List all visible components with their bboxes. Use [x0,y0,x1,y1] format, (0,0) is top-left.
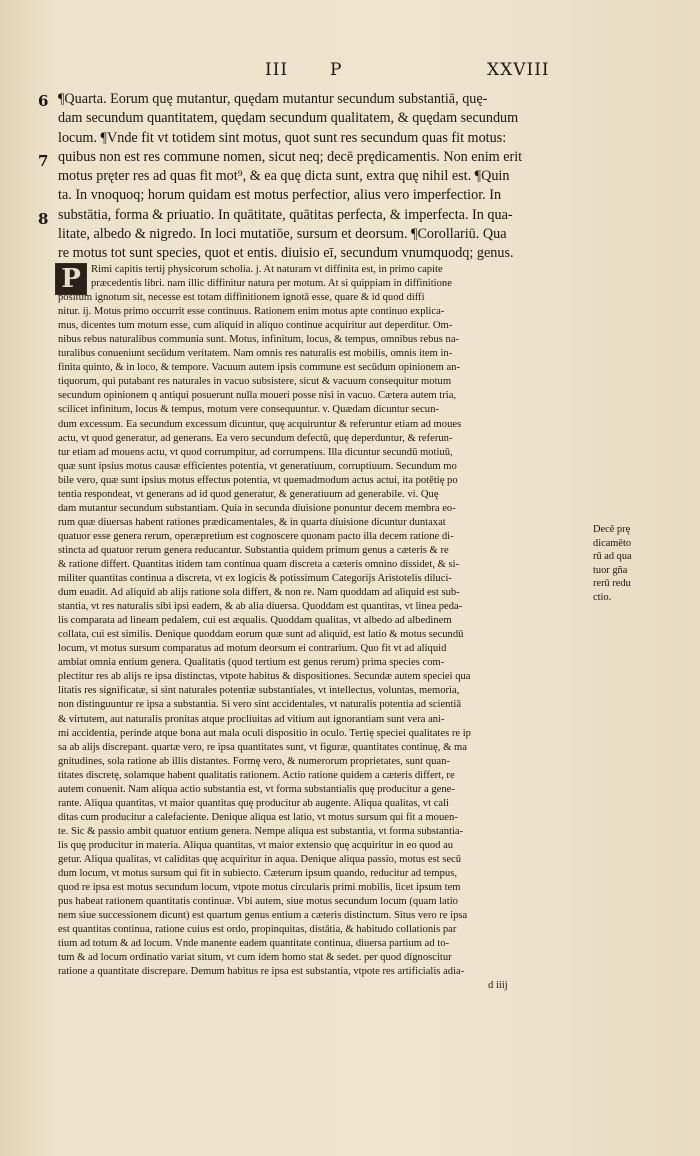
marginal-line: Decē prę [593,524,631,535]
decorated-initial: P [55,263,87,295]
main-text-block [58,90,578,264]
commentary-line: non distinguuntur re ipsa a substantia. Si vero sint accidentales, vt naturalis potentia ad scientiā [58,699,462,711]
commentary-line: dum locum, vt motus sursum qui fit in subiecto. Cæterum ipsum quando, reducitur ad tempus, [58,868,457,880]
commentary-line: est quantitas continua, ratione cuius est ordo, propinquitas, distātia, & habitudo collationis par [58,924,457,936]
text-line: quibus non est res commune nomen, sicut neq; decē prędicamentis. Non enim erit [58,148,523,165]
text-line: substātia, forma & priuatio. In quātitate, quātitas perfecta, & imperfecta. In qua- [58,206,513,223]
signature-mark: d iiij [488,980,508,992]
marginal-line: rū ad qua [593,551,632,562]
header-left: III [265,60,289,80]
commentary-line: getur. Aliqua qualitas, vt caliditas quę acquiritur in aqua. Denique aliqua passio, motus est secū [58,853,462,865]
commentary-line: sa ab alijs discrepant. quartæ vero, re ipsa quantitates sunt, vt figuræ, quantitates continuę, & ma [58,741,467,753]
text-line: locum. ¶Vnde fit vt totidem sint motus, quot sunt res secundum quas fit motus: [58,129,507,146]
commentary-line: tur etiam ad mouens actu, vt quod corrumpitur, ad corrumpens. Illa dicuntur secundū motiuū, [58,446,453,458]
commentary-line: tentia respondeat, vt generans ad id quod generatur, & generatiuum ad generabile. vi. Quę [58,488,439,500]
commentary-line: pus habeat rationem quantitatis continuæ. Vbi autem, siue motus secundum locum (quam latio [58,896,458,908]
text-line: ¶Quarta. Eorum quę mutantur, quędam mutantur secundum substantiā, quę- [58,91,488,107]
commentary-line: autem conuenit. Nam aliqua actio substantia est, vt forma substantialis quę producitur a gene- [58,783,455,795]
commentary-line: & ratione differt. Quantitas itidem tam continua quam discreta a cæteris omnino dissidet, & si- [58,558,460,570]
marginal-note [593,523,653,604]
running-header [0,60,700,84]
commentary-line: dum excessum. Ea secundum excessum dicuntur, quę acquiruntur & referuntur etiam ad moues [58,418,462,430]
commentary-line: bile vero, quæ sunt ipsius motus effectus potentia, vt quemadmodum actus actui, ita potētię po [58,474,458,486]
commentary-line: scilicet infinitum, locus & tempus, motum vere consequuntur. v. Quædam dicuntur secun- [58,404,439,416]
commentary-line: lis comparata ad lineam pedalem, cui est æqualis. Quoddam qualitas, vt albedo ad albedinem [58,615,452,627]
commentary-line: ratione a quantitate discrepare. Demum habitus re ipsa est substantia, vtpote res artificialis adia- [58,966,465,978]
commentary-line: ditas cum producitur a calefaciente. Denique aliqua est latio, vt motus sursum qui fit a mouen- [58,811,458,823]
commentary-line: titates discretę, solamque habent qualitatis rationem. Actio ratione quidem a cæteris differt, re [58,769,455,781]
commentary-line: finita quinto, & in loco, & tempore. Vacuum autem ipsis commune est secūdum opinionem an- [58,362,460,374]
commentary-line: tium ad totum & ad locum. Vnde manente eadem quantitate continua, diuersa partium ad to- [58,938,450,950]
commentary-line: quod re ipsa est motus secundum locum, vtpote motus circularis primi mobilis, licet ipsum tem [58,882,461,894]
commentary-line: præcedentis libri. nam illic diffinitur natura per motum. At si quippiam in diffinitione [91,278,452,290]
commentary-line: & virtutem, aut naturalis pronitas atque procliuitas ad vitium aut ignorantiam sunt vera ani- [58,713,445,725]
commentary-line: Rimi capitis tertij physicorum scholia. j. At naturam vt diffinita est, in primo capite [91,264,443,275]
commentary-line: locum, vt motus sursum comparatus ad motum deorsum ei contrarium. Quo fit vt ad aliquid [58,643,447,655]
commentary-line: mus, dicentes tum motum esse, cum aliquid in aliquo continue acquiritur aut deperditur. Om- [58,320,453,332]
header-middle: P [330,60,343,80]
text-line: motus pręter res ad quas fit mot⁹, & ea quę dicta sunt, extra quę nihil est. ¶Quin [58,168,510,185]
marginal-line: dicamēto [593,537,632,549]
commentary-line: plectitur res ab alijs re ipsa distinctas, vtpote habitus & dispositiones. Secundæ autem speciei qua [58,671,471,683]
commentary-line: stantia, vt res naturalis sibi ipsi eadem, & ab alia diuersa. Quoddam est quantitas, vt linea peda- [58,601,463,613]
commentary-line: te. Sic & passio ambit quatuor entium genera. Nempe aliqua est substantia, vt forma substantia- [58,825,464,837]
text-line: litate, albedo & nigredo. In loci mutatiōe, sursum et deorsum. ¶Corollariū. Qua [58,226,507,243]
text-line: ta. In vnoquoq; horum quidam est motus perfectior, alius vero imperfectior. In [58,187,502,204]
commentary-line: tum & ad locum ordinatio variat situm, vt cum idem homo stat & sedet. per quod dignoscitur [58,952,452,964]
paragraph-number: 8 [38,210,49,228]
commentary-line: dam mutantur secundum substantiam. Quia in secunda diuisione ponuntur decem membra eo- [58,502,456,514]
commentary-line: positum ignotum sit, necesse est totam diffinitionem ignotā esse, quare & id quod diffi [58,292,425,304]
commentary-line: nitur. ij. Motus primo occurrit esse continuus. Rationem enim motus apte continuo explica- [58,306,445,318]
commentary-line: militer quantitas continua a discreta, vt ex logicis & potissimum Categorijs Aristotelis diluci- [58,573,452,585]
commentary-line: secundum opinionem q antiqui posuerunt nulla moueri posse nisi in vacuo. Cætera autem tria, [58,390,457,402]
commentary-line: ambiat omnia entium genera. Qualitatis (quod tertium est genus rerum) prima species com- [58,657,445,669]
commentary-line: litatis res significatæ, si sint naturales potentiæ substantiales, vt intellectus, voluntas, memoria, [58,685,460,697]
commentary-line: nem siue successionem dicunt) est quartum genus entium a cæteris distinctum. Situs vero re ipsa [58,910,468,922]
text-line: re motus tot sunt species, quot et entis. diuisio eī, secundum vnumquodq; genus. [58,245,514,262]
marginal-line: tuor gña [593,564,628,576]
text-line: dam secundum quantitatem, quędam secundum qualitatem, & quędam secundum [58,110,519,127]
folio-number: XXVIII [487,60,550,80]
commentary-block [58,263,578,993]
commentary-line: lis quę producitur in materia. Aliqua quantitas, vt maior extensio quę acquiritur in eo quod au [58,839,454,851]
commentary-line: nibus rebus naturalibus communia sunt. Motus, infinitum, locus, & tempus, omnibus rebus na- [58,334,460,346]
commentary-line: turalibus conueniunt secūdum veritatem. Nam omnis res naturalis est mobilis, omnis item in- [58,348,453,360]
commentary-line: gnitudines, sola ratione ab illis distantes. Formę vero, & numerorum proprietates, sunt quan- [58,755,450,767]
commentary-line: quatuor esse genera rerum, operæpretium est cognoscere quonam pacto illa decem ratione di- [58,530,454,542]
commentary-line: mi accidentia, perinde atque bona aut mala oculi dispositio in oculo. Tertię speciei qualitates re ip [58,727,471,739]
commentary-line: rante. Aliqua quantitas, vt maior quantitas quę producitur ab augente. Aliqua qualitas, vt cali [58,797,449,809]
commentary-line: dum euadit. Ad aliquid ab alijs ratione sola differt, & non re. Nam quoddam ad aliquid est sub- [58,587,460,599]
marginal-line: ctio. [593,591,612,603]
commentary-line: tiquorum, qui putabant res naturales in vacuo subsistere, sicut & vacuum consequitur motum [58,376,452,388]
paragraph-number: 6 [38,92,49,110]
commentary-line: collata, cui est similis. Denique quoddam eorum quæ sunt ad aliquid, est latio & motus secundū [58,629,464,641]
commentary-line: quæ sunt ipsius motus causæ efficientes potentia, vt generatiuum, corruptiuum. Secundum mo [58,460,457,472]
commentary-line: stincta ad quatuor rerum genera reducantur. Substantia quidem primum genus a cæteris & re [58,544,449,556]
commentary-line: rum quæ diuersas habent rationes prædicamentales, & in quarta diuisione dicuntur duntaxat [58,516,446,528]
commentary-line: actu, vt quod generatur, ad generans. Ea vero secundum defectū, quę deperduntur, & referun- [58,432,453,444]
marginal-line: rerū redu [593,578,631,589]
paragraph-number: 7 [38,152,49,170]
